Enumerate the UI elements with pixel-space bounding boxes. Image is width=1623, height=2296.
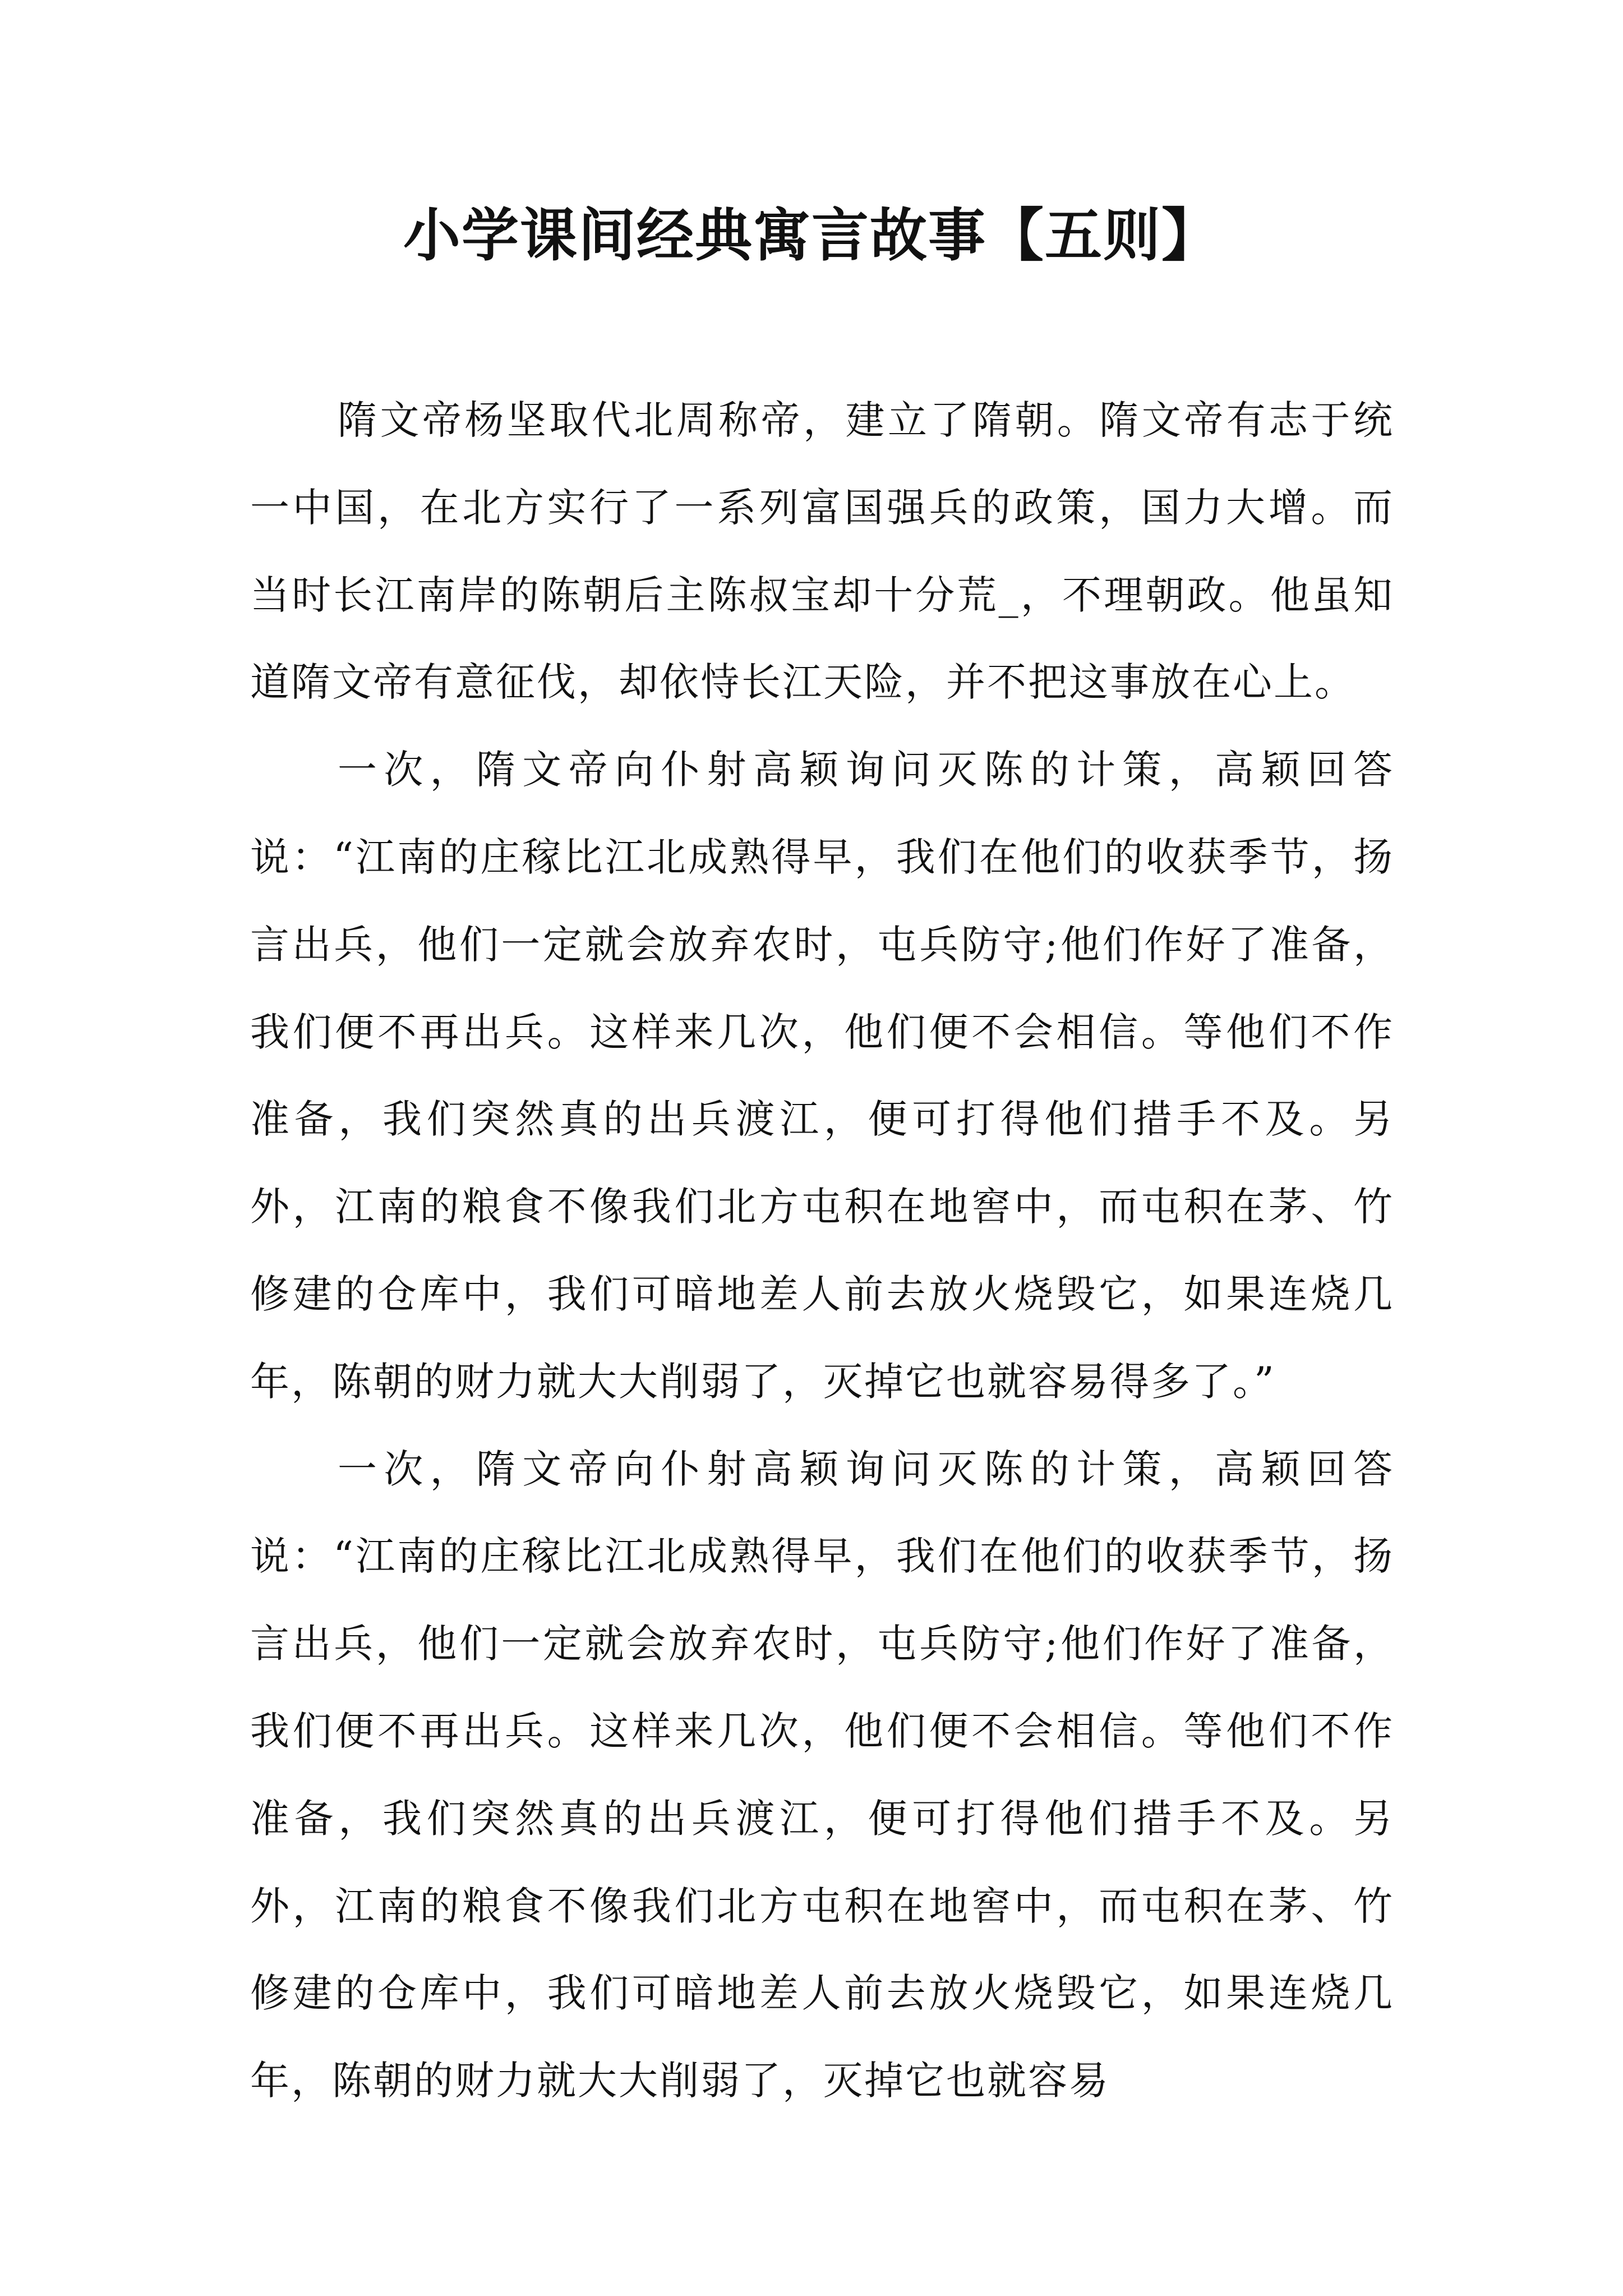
paragraph-2: 一次，隋文帝向仆射高颖询问灭陈的计策，高颖回答说：“江南的庄稼比江北成熟得早，我们在他们的收获季节，扬言出兵，他们一定就会放弃农时，屯兵防守;他们作好了准备，我们便不再出兵。这样来几次，他们便不会相信。等他们不作准备，我们突然真的出兵渡江，便可打得他们措手不及。另外，江南的粮食不像我们北方屯积在地窖中，而屯积在茅、竹修建的仓库中，我们可暗地差人前去放火烧毁它，如果连烧几年，陈朝的财力就大大削弱了，灭掉它也就容易得多了。” [250, 747, 1394, 1405]
document-title: 小学课间经典寓言故事【五则】 [403, 202, 1220, 269]
document-body [250, 377, 1394, 2125]
paragraph-1: 隋文帝杨坚取代北周称帝，建立了隋朝。隋文帝有志于统一中国，在北方实行了一系列富国强兵的政策，国力大增。而当时长江南岸的陈朝后主陈叔宝却十分荒_，不理朝政。他虽知道隋文帝有意征伐，却依恃长江天险，并不把这事放在心上。 [250, 397, 1394, 706]
paragraph-3: 一次，隋文帝向仆射高颖询问灭陈的计策，高颖回答说：“江南的庄稼比江北成熟得早，我们在他们的收获季节，扬言出兵，他们一定就会放弃农时，屯兵防守;他们作好了准备，我们便不再出兵。这样来几次，他们便不会相信。等他们不作准备，我们突然真的出兵渡江，便可打得他们措手不及。另外，江南的粮食不像我们北方屯积在地窖中，而屯积在茅、竹修建的仓库中，我们可暗地差人前去放火烧毁它，如果连烧几年，陈朝的财力就大大削弱了，灭掉它也就容易 [250, 1446, 1394, 2104]
